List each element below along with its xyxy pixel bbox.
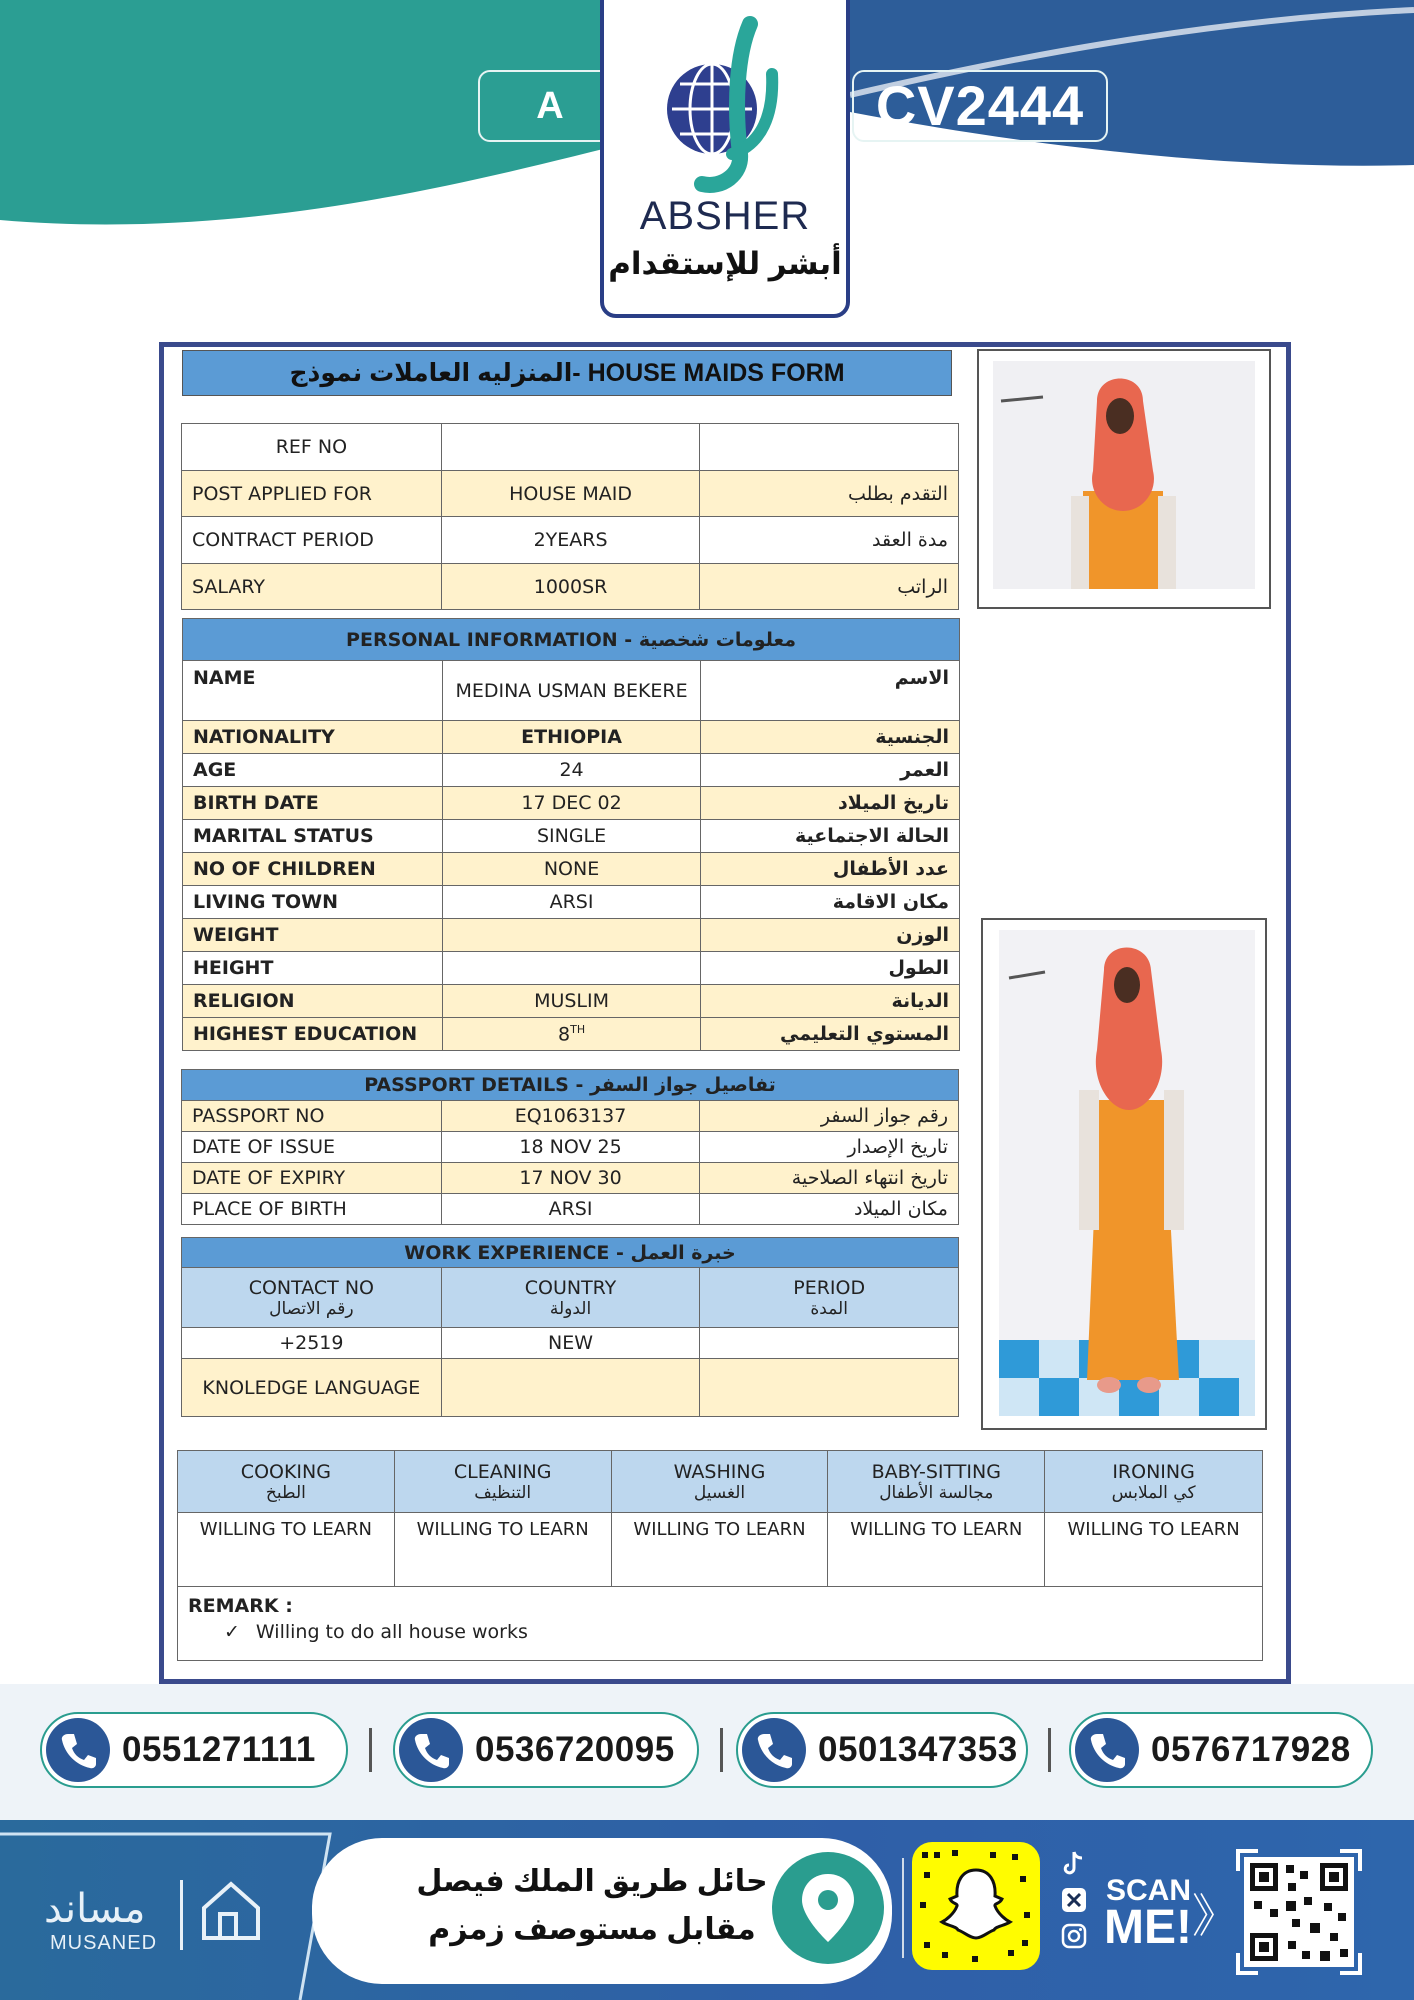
passport-table <box>181 1069 959 1225</box>
living-town-label: LIVING TOWN <box>183 886 443 919</box>
contract-value: 2YEARS <box>441 517 700 564</box>
check-icon: ✓ <box>224 1621 240 1643</box>
nationality-label: NATIONALITY <box>183 721 443 754</box>
salary-value: 1000SR <box>441 564 700 610</box>
footer-divider <box>902 1858 904 1958</box>
table-row <box>178 1513 1263 1587</box>
phone-contact-3[interactable] <box>736 1712 1028 1788</box>
birth-date-value: 17 DEC 02 <box>442 787 701 820</box>
table-row <box>183 721 960 754</box>
ref-no-ar <box>700 424 959 471</box>
phone-icon <box>1075 1718 1139 1782</box>
phone-icon <box>46 1718 110 1782</box>
tiktok-icon[interactable] <box>1058 1848 1088 1878</box>
separator <box>369 1728 372 1772</box>
birth-place-value: ARSI <box>441 1194 700 1225</box>
skill-label-en: IRONING <box>1112 1460 1195 1483</box>
skill-label-ar: التنظيف <box>474 1482 532 1503</box>
musaned-divider <box>180 1880 183 1950</box>
remark-label: REMARK : <box>188 1595 293 1617</box>
qr-frame <box>1236 1849 1362 1975</box>
table-row <box>183 787 960 820</box>
table-row <box>183 952 960 985</box>
portrait-image <box>993 361 1255 589</box>
location-pin-icon[interactable] <box>772 1852 884 1964</box>
column-label-en: CONTACT NO <box>248 1276 374 1299</box>
table-row <box>182 1328 959 1359</box>
skill-label-en: CLEANING <box>453 1460 552 1483</box>
skill-label-ar: كي الملابس <box>1111 1482 1196 1503</box>
remark-cell <box>178 1587 1263 1661</box>
skill-cleaning <box>394 1451 611 1513</box>
table-row <box>183 1018 960 1051</box>
column-label-ar: الدولة <box>549 1298 592 1319</box>
children-value: NONE <box>442 853 701 886</box>
skill-level: WILLING TO LEARN <box>394 1513 611 1587</box>
skill-baby-sitting <box>828 1451 1045 1513</box>
salary-label: SALARY <box>182 564 442 610</box>
column-label-ar: المدة <box>810 1298 848 1319</box>
passport-no-ar: رقم جواز السفر <box>700 1101 959 1132</box>
expiry-date-label: DATE OF EXPIRY <box>182 1163 442 1194</box>
table-row <box>182 424 959 471</box>
expiry-date-ar: تاريخ انتهاء الصلاحية <box>700 1163 959 1194</box>
musaned-logo-ar: مساند <box>44 1887 146 1931</box>
phone-number: 0536720095 <box>475 1730 675 1769</box>
religion-ar: الديانة <box>701 985 960 1018</box>
salary-ar: الراتب <box>700 564 959 610</box>
column-label-en: COUNTRY <box>524 1276 617 1299</box>
absher-logo <box>600 0 850 318</box>
column-label-en: PERIOD <box>793 1276 866 1299</box>
work-country-value: NEW <box>441 1328 700 1359</box>
skill-level: WILLING TO LEARN <box>178 1513 395 1587</box>
marital-status-value: SINGLE <box>442 820 701 853</box>
home-icon <box>196 1876 266 1946</box>
education-label: HIGHEST EDUCATION <box>183 1018 443 1051</box>
post-label: POST APPLIED FOR <box>182 471 442 517</box>
nationality-value: ETHIOPIA <box>442 721 701 754</box>
children-label: NO OF CHILDREN <box>183 853 443 886</box>
table-row <box>183 886 960 919</box>
remark-text: Willing to do all house works <box>255 1621 528 1643</box>
column-label-ar: رقم الاتصال <box>269 1298 354 1319</box>
table-row <box>182 471 959 517</box>
skill-label-ar: الغسيل <box>693 1482 746 1503</box>
snapchat-ghost-icon <box>912 1842 1040 1970</box>
education-value-suffix: TH <box>570 1022 586 1036</box>
table-row <box>178 1587 1263 1661</box>
knowledge-extra <box>700 1359 959 1417</box>
name-label: NAME <box>183 661 443 721</box>
logo-text-ar: أبشر للإستقدام <box>608 246 842 281</box>
nationality-ar: الجنسية <box>701 721 960 754</box>
scan-label: SCAN <box>1106 1874 1192 1907</box>
skill-label-ar: مجالسة الأطفال <box>879 1482 994 1503</box>
globe-icon <box>662 14 792 194</box>
contract-ar: مدة العقد <box>700 517 959 564</box>
full-body-photo <box>981 918 1267 1430</box>
issue-date-value: 18 NOV 25 <box>441 1132 700 1163</box>
table-row <box>182 1132 959 1163</box>
contract-label: CONTRACT PERIOD <box>182 517 442 564</box>
portrait-photo <box>977 349 1271 609</box>
table-row <box>183 754 960 787</box>
passport-no-label: PASSPORT NO <box>182 1101 442 1132</box>
post-ar: التقدم بطلب <box>700 471 959 517</box>
phone-number: 0551271111 <box>122 1730 316 1769</box>
weight-label: WEIGHT <box>183 919 443 952</box>
cv-number: CV2444 <box>852 70 1108 142</box>
name-value: MEDINA USMAN BEKERE <box>442 661 701 721</box>
birth-date-label: BIRTH DATE <box>183 787 443 820</box>
ref-no-value <box>441 424 700 471</box>
table-row <box>182 1163 959 1194</box>
passport-header: PASSPORT DETAILS - تفاصيل جواز السفر <box>182 1070 959 1101</box>
skill-label-en: WASHING <box>673 1460 766 1483</box>
grade-badge: A <box>478 70 622 142</box>
living-town-value: ARSI <box>442 886 701 919</box>
skill-label-en: COOKING <box>240 1460 331 1483</box>
address-line-1: حائل طريق الملك فيصل <box>416 1865 768 1898</box>
birth-place-ar: مكان الميلاد <box>700 1194 959 1225</box>
work-experience-header: WORK EXPERIENCE - خبرة العمل <box>182 1238 959 1268</box>
skill-ironing <box>1045 1451 1263 1513</box>
education-value <box>442 1018 701 1051</box>
address-line-2: مقابل مستوصف زمزم <box>428 1913 756 1946</box>
musaned-logo-en: MUSANED <box>50 1932 158 1954</box>
post-value: HOUSE MAID <box>441 471 700 517</box>
education-ar: المستوي التعليمي <box>701 1018 960 1051</box>
knowledge-language-label: KNOLEDGE LANGUAGE <box>182 1359 442 1417</box>
country-column <box>441 1268 700 1328</box>
phone-number: 0576717928 <box>1151 1730 1351 1769</box>
personal-info-header: PERSONAL INFORMATION - معلومات شخصية <box>183 619 960 661</box>
skill-cooking <box>178 1451 395 1513</box>
table-row <box>178 1451 1263 1513</box>
weight-ar: الوزن <box>701 919 960 952</box>
contact-no-column <box>182 1268 442 1328</box>
height-ar: الطول <box>701 952 960 985</box>
instagram-icon[interactable] <box>1060 1922 1088 1950</box>
phone-contact-4[interactable] <box>1069 1712 1373 1788</box>
height-label: HEIGHT <box>183 952 443 985</box>
top-info-table <box>181 423 959 610</box>
table-row <box>183 661 960 721</box>
phone-contact-2[interactable] <box>393 1712 699 1788</box>
skill-label-en: BABY-SITTING <box>871 1460 1001 1483</box>
birth-place-label: PLACE OF BIRTH <box>182 1194 442 1225</box>
table-row <box>183 985 960 1018</box>
children-ar: عدد الأطفال <box>701 853 960 886</box>
issue-date-ar: تاريخ الإصدار <box>700 1132 959 1163</box>
arrow-icon: 》 <box>1192 1890 1238 1942</box>
ref-no-label: REF NO <box>182 424 442 471</box>
table-row <box>182 564 959 610</box>
living-town-ar: مكان الاقامة <box>701 886 960 919</box>
marital-status-ar: الحالة الاجتماعية <box>701 820 960 853</box>
skill-washing <box>611 1451 828 1513</box>
period-column <box>700 1268 959 1328</box>
table-row <box>182 1268 959 1328</box>
skill-level: WILLING TO LEARN <box>1045 1513 1263 1587</box>
skill-level: WILLING TO LEARN <box>611 1513 828 1587</box>
x-icon[interactable] <box>1062 1888 1086 1912</box>
form-title: المنزليه العاملات نموذج- HOUSE MAIDS FORM <box>182 350 952 396</box>
weight-value <box>442 919 701 952</box>
skills-table <box>177 1450 1263 1661</box>
knowledge-value <box>441 1359 700 1417</box>
work-experience-table <box>181 1237 959 1417</box>
issue-date-label: DATE OF ISSUE <box>182 1132 442 1163</box>
height-value <box>442 952 701 985</box>
age-ar: العمر <box>701 754 960 787</box>
skill-level: WILLING TO LEARN <box>828 1513 1045 1587</box>
snapchat-code[interactable] <box>912 1842 1040 1970</box>
separator <box>720 1728 723 1772</box>
full-body-image <box>999 930 1255 1416</box>
logo-text-en: ABSHER <box>639 194 811 238</box>
expiry-date-value: 17 NOV 30 <box>441 1163 700 1194</box>
table-row <box>183 820 960 853</box>
phone-number: 0501347353 <box>818 1730 1018 1769</box>
separator <box>1048 1728 1051 1772</box>
age-label: AGE <box>183 754 443 787</box>
education-value-number: 8 <box>558 1023 571 1046</box>
passport-no-value: EQ1063137 <box>441 1101 700 1132</box>
name-ar: الاسم <box>701 661 960 721</box>
marital-status-label: MARITAL STATUS <box>183 820 443 853</box>
work-contact-value: +2519 <box>182 1328 442 1359</box>
age-value: 24 <box>442 754 701 787</box>
work-period-value <box>700 1328 959 1359</box>
table-row <box>182 1194 959 1225</box>
table-row <box>183 919 960 952</box>
table-row <box>183 853 960 886</box>
table-row <box>182 517 959 564</box>
scan-me-label: ME! <box>1104 1901 1192 1954</box>
birth-date-ar: تاريخ الميلاد <box>701 787 960 820</box>
religion-label: RELIGION <box>183 985 443 1018</box>
table-row <box>182 1101 959 1132</box>
phone-contact-1[interactable] <box>40 1712 348 1788</box>
phone-icon <box>399 1718 463 1782</box>
skill-label-ar: الطبخ <box>265 1482 306 1503</box>
phone-icon <box>742 1718 806 1782</box>
table-row <box>182 1359 959 1417</box>
remark-item <box>188 1621 1252 1643</box>
religion-value: MUSLIM <box>442 985 701 1018</box>
personal-info-table <box>182 618 960 1051</box>
